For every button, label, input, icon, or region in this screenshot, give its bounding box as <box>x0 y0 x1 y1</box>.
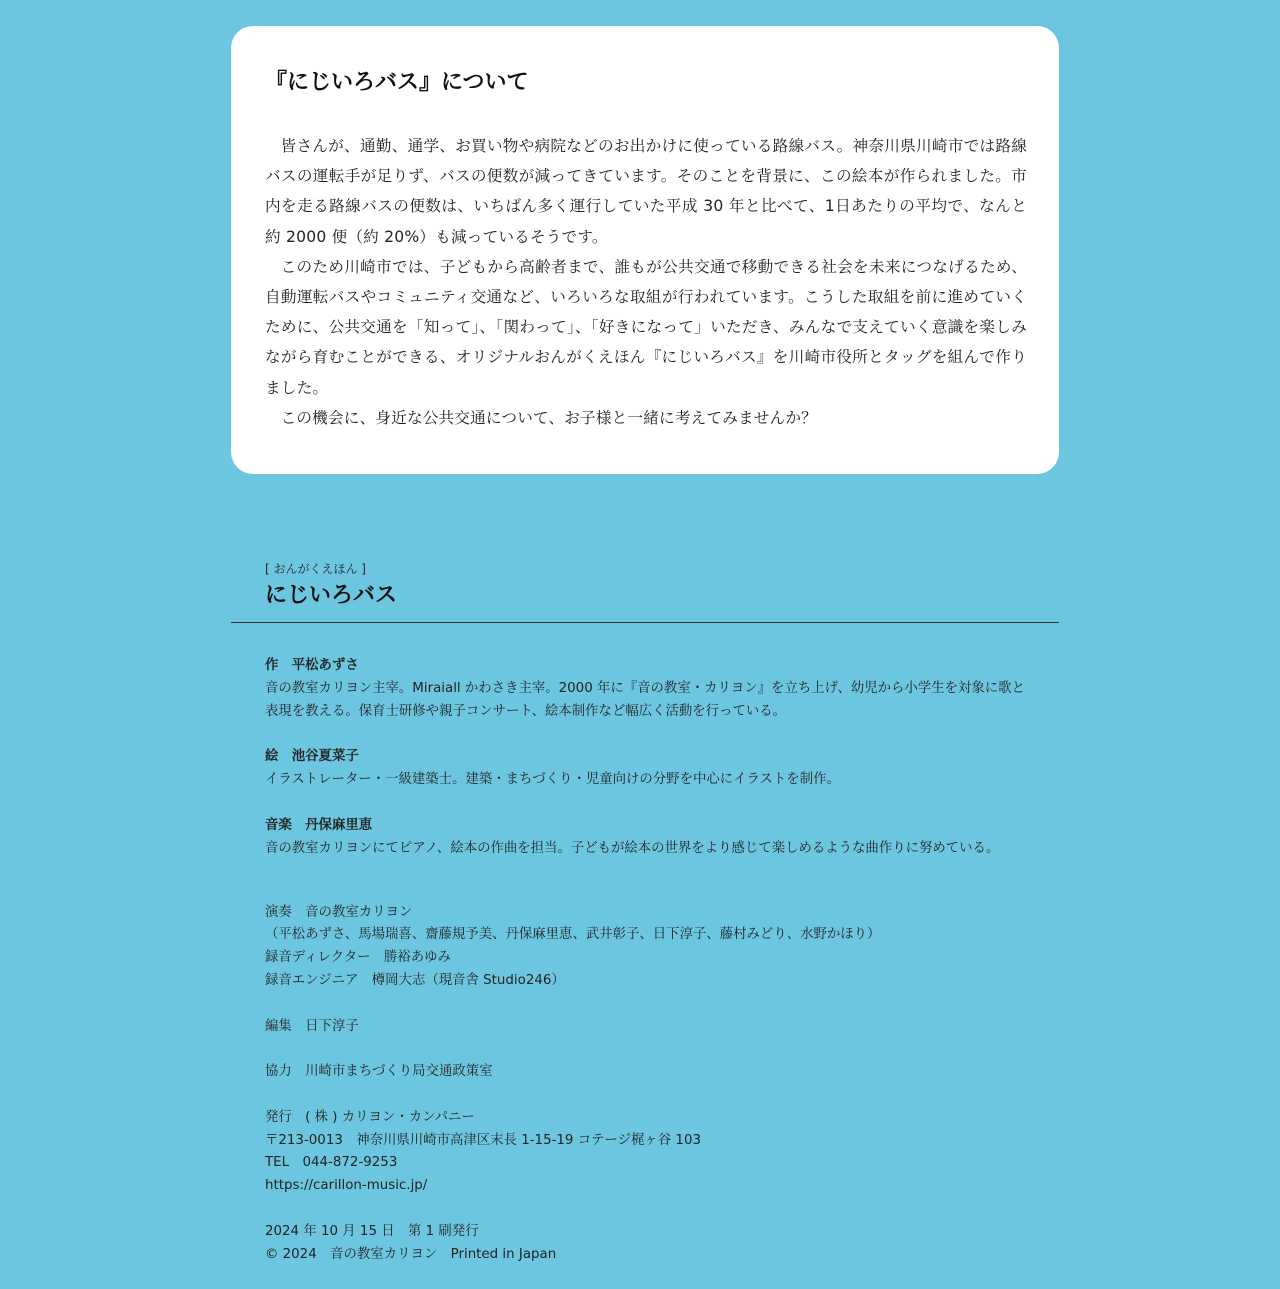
colophon <box>231 560 1059 1289</box>
about-body <box>265 131 1027 433</box>
credit-line: 録音エンジニア 樽岡大志（現音舎 Studio246） <box>265 972 565 988</box>
publisher-info <box>265 1107 1059 1198</box>
credit-line: 録音ディレクター 勝裕あゆみ <box>265 950 451 966</box>
bio-description: 音の教室カリヨン主宰。Miraiall かわさき主宰。2000 年に『音の教室・カリヨン』を立ち上げ、幼児から小学生を対象に歌と表現を教える。保育士研修や親子コンサート、絵本制作など幅広く活動を行っている。 <box>265 680 1025 719</box>
credits <box>265 902 1059 1267</box>
credit-line: 協力 川崎市まちづくり局交通政策室 <box>265 1064 493 1080</box>
divider <box>231 622 1059 623</box>
credit-line: 編集 日下淳子 <box>265 1018 359 1034</box>
bio-description: イラストレーター・一級建築士。建築・まちづくり・児童向けの分野を中心にイラストを制作。 <box>265 772 840 788</box>
publisher-address: 〒213-0013 神奈川県川崎市高津区末長 1-15-19 コテージ梶ヶ谷 103 <box>265 1132 701 1148</box>
publisher-name: 発行 ( 株 ) カリヨン・カンパニー <box>265 1109 475 1125</box>
bio-role: 絵 池谷夏菜子 <box>265 749 359 765</box>
about-title: 『にじいろバス』について <box>265 70 529 95</box>
about-paragraph: 皆さんが、通勤、通学、お買い物や病院などのお出かけに使っている路線バス。神奈川県川崎市では路線バスの運転手が足りず、バスの便数が減ってきています。そのことを背景に、この絵本が作られました。市内を走る路線バスの便数は、いちばん多く運行していた平成 30 年と比べて、1日あたりの平均で、なんと約 2000 便（約 20%）も減っているそうです。 <box>265 137 1027 246</box>
bio-role: 音楽 丹保麻里恵 <box>265 817 373 833</box>
bio-illustrator <box>265 746 1037 792</box>
about-paragraph: この機会に、身近な公共交通について、お子様と一緒に考えてみませんか？ <box>280 408 817 427</box>
edition-info <box>265 1221 1059 1267</box>
book-title: にじいろバス <box>265 583 398 608</box>
edition-date: 2024 年 10 月 15 日 第 1 刷発行 <box>265 1223 479 1239</box>
editor-credit <box>265 1016 1059 1039</box>
performance-credits <box>265 902 1059 993</box>
about-card <box>231 26 1059 474</box>
credit-line: （平松あずさ、馬場瑞喜、齋藤規予美、丹保麻里恵、武井彰子、日下淳子、藤村みどり、水野かほり） <box>265 927 881 943</box>
publisher-phone: TEL 044-872-9253 <box>265 1155 398 1171</box>
bio-composer <box>265 815 1037 861</box>
book-sub-label: [ おんがくえほん ] <box>265 562 366 576</box>
cooperation-credit <box>265 1061 1059 1084</box>
bio-author <box>265 655 1037 723</box>
credit-line: 演奏 音の教室カリヨン <box>265 904 413 920</box>
about-paragraph: このため川崎市では、子どもから高齢者まで、誰もが公共交通で移動できる社会を未来につなげるため、自動運転バスやコミュニティ交通など、いろいろな取組が行われています。こうした取組を前に進めていくために、公共交通を「知って」、「関わって」、「好きになって」いただき、みんなで支えていく意識を楽しみながら育むことができる、オリジナルおんがくえほん『にじいろバス』を川崎市役所とタッグを組んで作りました。 <box>265 257 1027 397</box>
bio-description: 音の教室カリヨンにてピアノ、絵本の作曲を担当。子どもが絵本の世界をより感じて楽しめるような曲作りに努めている。 <box>265 840 1000 856</box>
copyright: © 2024 音の教室カリヨン Printed in Japan <box>265 1246 557 1262</box>
publisher-url[interactable]: https://carillon-music.jp/ <box>265 1178 428 1194</box>
creator-bios <box>265 655 1037 861</box>
bio-role: 作 平松あずさ <box>265 658 359 673</box>
